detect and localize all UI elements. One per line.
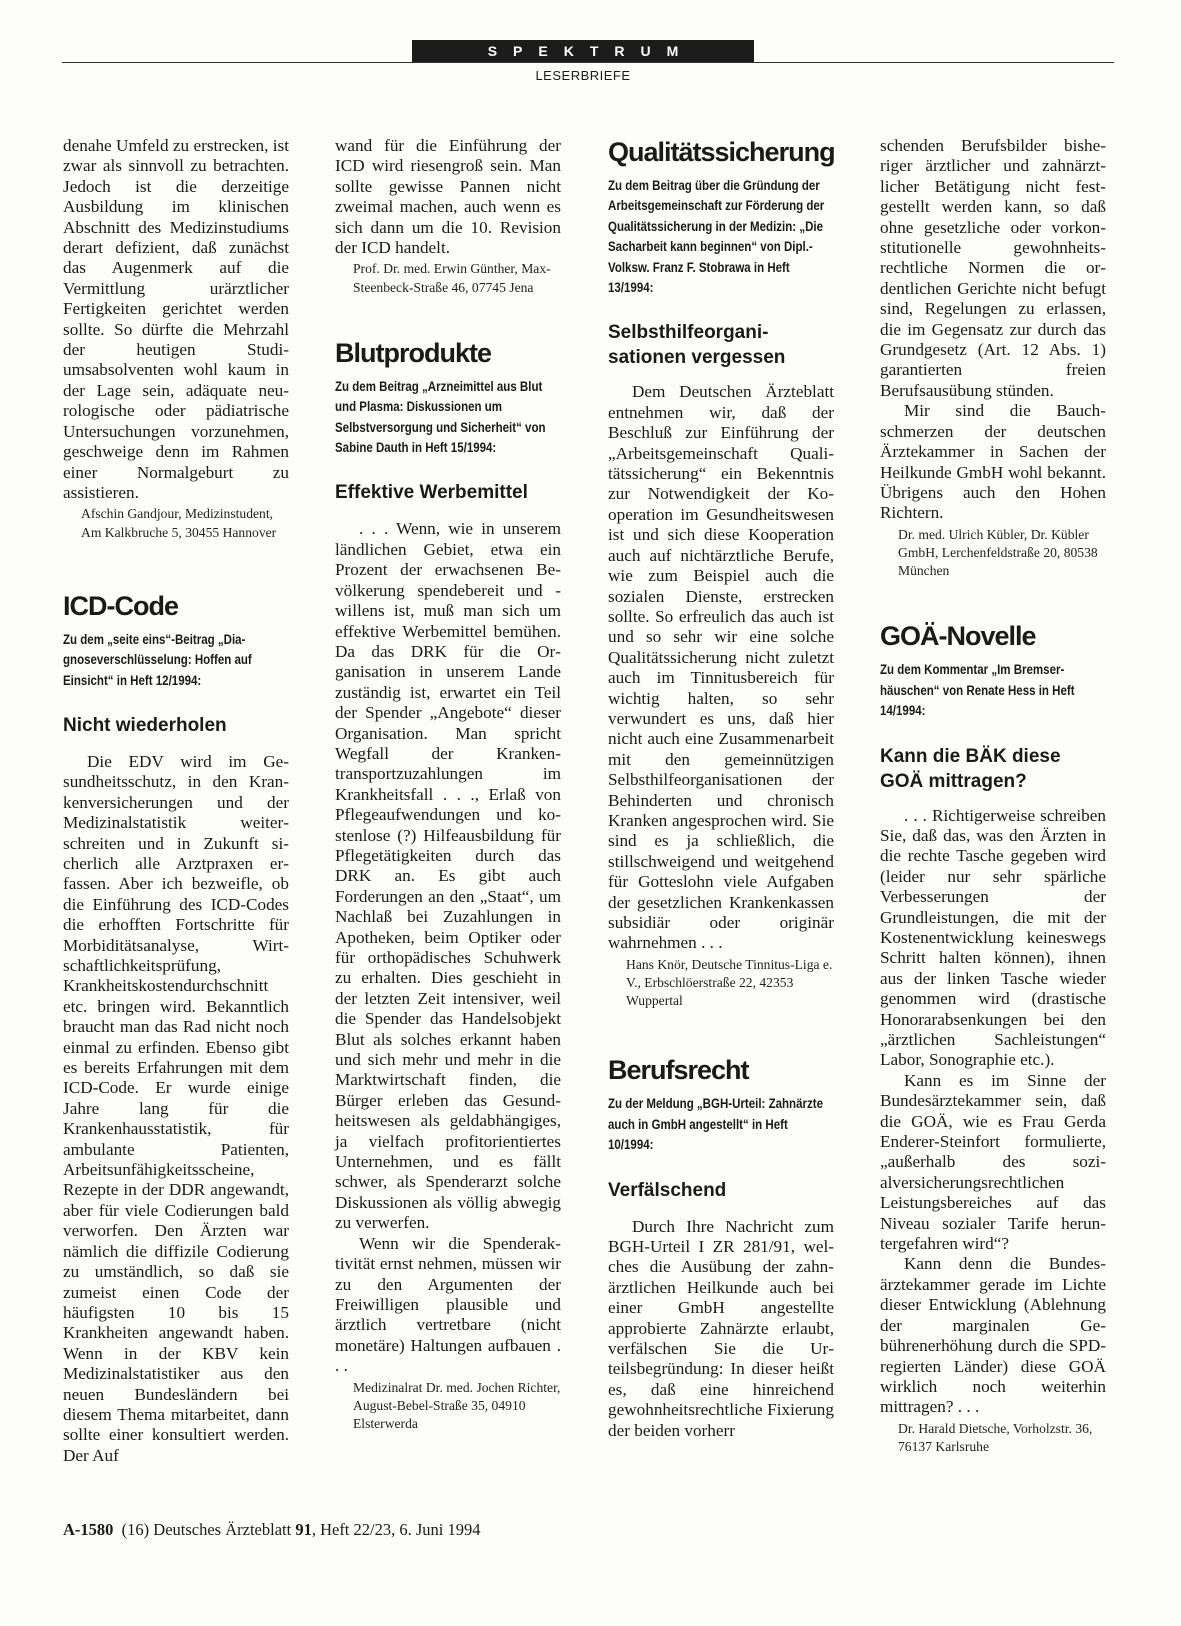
letter-body: Kann denn die Bundesärztekammer gerade im Lichte dieser Entwicklung (Ablehnung der marginalen Gebührenerhöhung durch die SPD-regierten Länder) diese GOÄ wirklich noch weiterhin mittragen? . . . xyxy=(880,1254,1106,1417)
letter-body: Durch Ihre Nachricht zum BGH-Urteil I ZR 281/91, welches die Ausübung der zahnärztlichen Heilkunde auch bei einer GmbH angestellte approbierte Zahnärzte erlaubt, verfälschen Sie die Urteilsbegründung: In dieser heißt es, daß eine hinreichend gewohnheitsrechtliche Fixierung der beiden vorherr xyxy=(608,1216,834,1440)
letter-signature: Dr. Harald Dietsche, Vorholzstr. 36, 76137 Karlsruhe xyxy=(898,1420,1093,1454)
letter-body: Wenn wir die Spenderaktivität ernst nehmen, müssen wir zu den Argumenten der Freiwilligen plausible und ärztlich vertretbare (nicht monetäre) Haltungen aufbauen . . . xyxy=(335,1233,561,1376)
topic-heading-goae: GOÄ-Novelle xyxy=(880,621,1036,652)
page-footer xyxy=(63,1520,481,1540)
letter-signature: Prof. Dr. med. Erwin Günther, Max-Steenbeck-Straße 46, 07745 Jena xyxy=(353,261,551,295)
letter-body: Dem Deutschen Ärzteblatt entnehmen wir, daß der Beschluß zur Einführung der „Arbeitsgemeinschaft Qualitätssicherung“ ein Bekenntnis zur Notwendigkeit der Kooperation im Gesundheitswesen ist und sich diese Kooperation auch auf nichtärztliche Berufe, wie zum Beispiel auch die sozialen Dienste, erstrecken sollte. So erfreulich das auch ist und so sehr wir eine solche Qualitätssicherung nicht zuletzt auch im Tinnitusbereich für wichtig halten, so sehr verwundert es uns, daß hier nicht auch eine Zusammenarbeit mit den gemeinnützigen Selbsthilfeorganisationen der Behinderten und chronisch Kranken angesprochen wird. Sie sind es ja schließlich, die stillschweigend und weitgehend für Gotteslohn viele Aufgaben der gesetzlichen Krankenkassen subsidiär oder originär wahrnehmen . . . xyxy=(608,382,834,953)
page-number: A-1580 xyxy=(63,1520,114,1539)
topic-heading-icd: ICD-Code xyxy=(63,590,178,621)
letter-title: Selbsthilfeorganisationen vergessen xyxy=(608,322,786,369)
reference-note: Zu dem Kommentar „Im Bremserhäuschen“ von Renate Hess in Heft 14/1994: xyxy=(880,662,1075,719)
journal-name: (16) Deutsches Ärzteblatt xyxy=(121,1520,292,1539)
letter-signature: Medizinalrat Dr. med. Jochen Richter, August-Bebel-Straße 35, 04910 Elsterwerda xyxy=(353,1379,561,1431)
column-2 xyxy=(335,136,561,1433)
reference-note: Zu dem Beitrag über die Gründung der Arbeitsgemeinschaft zur Förderung der Qualitätssicherung in der Medizin: „Die Sacharbeit kann beginnen“ von Dipl.-Volksw. Franz F. Stobrawa in Heft 13/1994: xyxy=(608,178,825,296)
letter-body: Die EDV wird im Gesundheitsschutz, in den Krankenversicherungen und der Medizinalstatistik weiterschreiten und in Zukunft sicherlich alle Arztpraxen erfassen. Aber ich bezweifle, ob die Einführung des ICD-Codes die erhofften Fortschritte für Morbiditätsanalyse, Wirtschaftlichkeitsprüfung, Krankheitskostendurchschnitt etc. bringen wird. Bekanntlich braucht man das Rad nicht noch einmal zu erfinden. Ebenso gibt es bereits Erfahrungen mit dem ICD-Code. Er wurde einige Jahre lang für die Krankenhausstatistik, für ambulante Patienten, Arbeitsunfähigkeitsscheine, Rezepte in der DDR angewandt, aber für viele Codierungen bald verworfen. Den Ärzten war nämlich die diffizile Codierung zu umständlich, so daß sie zumeist einen Code der häufigsten 10 bis 15 Krankheiten angewandt haben. Wenn in der KBV kein Medizinalstatistiker aus den neuen Bundesländern bei diesem Thema mitarbeitet, dann sollte einer konsultiert werden. Der Auf xyxy=(63,751,289,1465)
letter-body: Kann es im Sinne der Bundesärztekammer sein, daß die GOÄ, wie es Frau Gerda Enderer-Steinfort formulierte, „außerhalb des sozialversicherungsrechtlichen Leistungsbereiches auf das Niveau sozialer Tarife heruntergefahren wird“? xyxy=(880,1070,1106,1254)
column-1 xyxy=(63,136,289,1466)
letter-signature: Afschin Gandjour, Medizinstudent, Am Kalkbruche 5, 30455 Hannover xyxy=(81,506,277,540)
letter-continuation: schenden Berufsbilder bisheriger ärztlicher und zahnärztlicher Betätigung nicht festgestellt werden kann, so daß ohne gesetzliche oder vorkonstitutionelle gewohnheitsrechtliche Normen die ordentlichen Gerichte nicht befugt sind, Regelungen zu erlassen, die im Gegensatz zur durch das Grundgesetz (Art. 12 Abs. 1) garantierten freien Berufsausübung stünden. xyxy=(880,136,1106,400)
letter-continuation: wand für die Einführung der ICD wird riesengroß sein. Man sollte gewisse Pannen nicht zweimal machen, auch wenn es sich dann um die 10. Revision der ICD handelt. xyxy=(335,136,561,258)
letter-title: Nicht wiederholen xyxy=(63,714,227,736)
volume-number: 91 xyxy=(295,1520,312,1539)
column-4 xyxy=(880,136,1106,1456)
column-3 xyxy=(608,136,834,1441)
letter-body: . . . Wenn, wie in unserem ländlichen Gebiet, etwa ein Prozent der erwachsenen Bevölkerung spendebereit und -willens ist, muß man sich um effektive Werbemittel bemühen. Da das DRK für die Organisation in unserem Lande zuständig ist, erwartet ein Teil der Spender „Angebote“ dieser Organisation. Man spricht Wegfall der Krankentransportzuzahlungen im Krankheitsfall . . ., Erlaß von Pflegeaufwendungen und kostenlose (?) Hilfeausbildung für Pflegetätigkeiten durch das DRK an. Es gibt auch Forderungen an den „Staat“, um Nachlaß bei Zuzahlungen in Apotheken, beim Optiker oder für orthopädisches Schuhwerk zu erhalten. Dies geschieht in der letzten Zeit intensiver, weil die Spender das Handelsobjekt Blut als solches erkannt haben und sich mehr und mehr in die Marktwirtschaft finden, die Bürger erleben das Gesundheitswesen als geldabhängiges, ja vielfach profitorientiertes Unternehmen, und es fällt schwer, als Spenderarzt solche Diskussionen als völlig abwegig zu verwerfen. xyxy=(335,519,561,1233)
header-rule xyxy=(62,62,1114,63)
letter-title: Effektive Werbemittel xyxy=(335,482,528,504)
letter-signature: Hans Knör, Deutsche Tinnitus-Liga e. V., Erbschlöerstraße 22, 42353 Wuppertal xyxy=(626,956,833,1009)
reference-note: Zu dem Beitrag „Arzneimittel aus Blut und Plasma: Diskussionen um Selbstversorgung und Sicherheit“ von Sabine Dauth in Heft 15/1994: xyxy=(335,378,546,456)
topic-heading-law: Berufsrecht xyxy=(608,1055,749,1086)
letter-continuation: denahe Umfeld zu erstrecken, ist zwar als sinnvoll zu betrachten. Jedoch ist die derzeitige Ausbildung im klinischen Abschnitt des Medizinstudiums derart defizient, daß zunächst das Augenmerk auf die Vermittlung urärztlicher Fertigkeiten gerichtet werden sollte. So dürfte die Mehrzahl der heutigen Studiumsabsolventen wohl kaum in der Lage sein, adäquate neurologische oder pädiatrische Untersuchungen vorzunehmen, geschweige denn im Rahmen einer Normalgeburt zu assistieren. xyxy=(63,136,289,502)
section-banner: SPEKTRUM xyxy=(412,40,754,62)
letter-body: . . . Richtigerweise schreiben Sie, daß das, was den Ärzten in die rechte Tasche gegeben wird (leider nur sehr spärliche Verbesserungen der Grundleistungen, die mit der Kostenentwicklung keineswegs Schritt halten können), ihnen aus der linken Tasche wieder genommen wird (drastische Honorarabsenkungen bei den „ärztlichen Sachleistungen“ Labor, Sonographie etc.). xyxy=(880,805,1106,1070)
reference-note: Zu der Meldung „BGH-Urteil: Zahnärzte auch in GmbH angestellt“ in Heft 10/1994: xyxy=(608,1096,823,1153)
letter-title: Verfälschend xyxy=(608,1179,727,1201)
letter-signature: Dr. med. Ulrich Kübler, Dr. Kübler GmbH, Lerchenfeldstraße 20, 80538 München xyxy=(898,526,1098,579)
issue-date: , Heft 22/23, 6. Juni 1994 xyxy=(311,1520,481,1539)
letter-title: Kann die BÄK diese GOÄ mittragen? xyxy=(880,745,1061,792)
topic-heading-quality: Qualitätssicherung xyxy=(608,137,835,167)
subsection-label: LESERBRIEFE xyxy=(535,68,631,83)
topic-heading-blood: Blutprodukte xyxy=(335,337,491,368)
letter-continuation: Mir sind die Bauchschmerzen der deutschen Ärztekammer in Sachen der Heilkunde GmbH wohl bekannt. Übrigens auch den Hohen Richtern. xyxy=(880,401,1106,523)
reference-note: Zu dem „seite eins“-Beitrag „Diagnoseverschlüsselung: Hoffen auf Einsicht“ in Heft 12/1994: xyxy=(63,631,252,688)
